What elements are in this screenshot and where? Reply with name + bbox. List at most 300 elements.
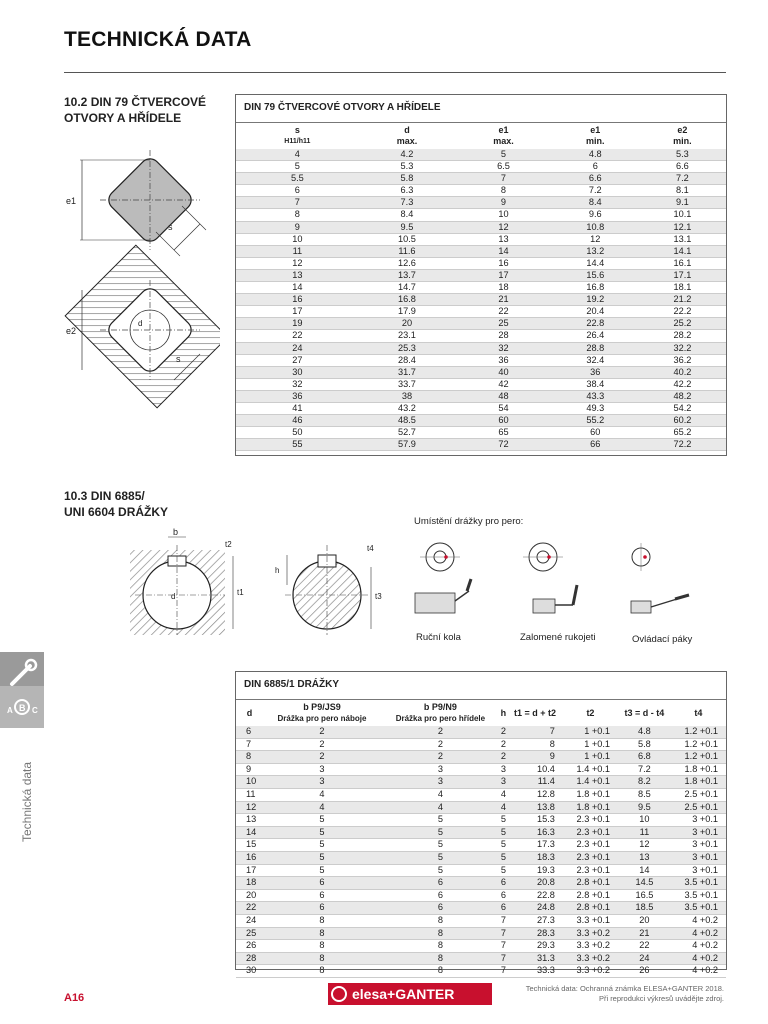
table-cell: 14	[639, 864, 650, 875]
table-cell: 25	[236, 927, 263, 940]
table-row	[236, 149, 726, 161]
table-cell: 8	[437, 914, 443, 925]
table-cell: 2.5 +0.1	[684, 788, 718, 799]
svg-text:A: A	[7, 706, 13, 715]
table-cell: 19	[236, 318, 359, 330]
table-cell: 36	[552, 366, 639, 378]
din79-table	[235, 94, 727, 456]
table-row	[236, 726, 726, 738]
table-row	[236, 342, 726, 354]
header-top: t1 = d + t2	[513, 707, 556, 718]
table-cell: 6	[437, 889, 443, 900]
table-row	[236, 209, 726, 221]
table-cell: 24.8	[507, 902, 563, 915]
table-cell: 25	[455, 318, 552, 330]
table-cell: 48.5	[359, 415, 456, 427]
table-cell: 1.8 +0.1	[576, 788, 610, 799]
t2-label: t2	[225, 540, 232, 549]
table-cell: 38	[359, 390, 456, 402]
table-cell: 4	[263, 801, 381, 814]
svg-text:elesa+GANTER: elesa+GANTER	[352, 986, 455, 1002]
table-cell: 3	[500, 763, 506, 774]
table-cell: 10.4	[537, 763, 555, 774]
table-cell: 24	[618, 952, 671, 965]
table-cell: 2.3 +0.1	[576, 864, 610, 875]
table-cell: 65	[498, 427, 509, 438]
table-cell: 10.5	[398, 233, 416, 244]
table-cell: 9.5	[359, 221, 456, 233]
table-cell: 9.1	[639, 197, 726, 209]
table-cell: 7	[500, 965, 506, 976]
table-cell: 17	[246, 864, 257, 875]
table-cell: 12	[590, 233, 601, 244]
table-cell: 22	[498, 306, 509, 317]
table-cell: 18.3	[507, 851, 563, 864]
table-row	[236, 282, 726, 294]
table-row	[236, 788, 726, 801]
table-cell: 2.3 +0.1	[576, 839, 610, 850]
table-cell: 15.3	[537, 814, 555, 825]
table-cell: 6	[500, 902, 507, 915]
column-header	[236, 700, 263, 726]
s-label: s	[176, 354, 181, 364]
table-cell: 32.4	[586, 354, 605, 365]
table-cell: 3.3 +0.2	[563, 927, 618, 940]
table-cell: 46	[236, 415, 359, 427]
side-tab-technical[interactable]	[0, 686, 44, 728]
header-top: s	[294, 125, 300, 135]
table-cell: 17.1	[639, 269, 726, 281]
table-title: DIN 79 ČTVERCOVÉ OTVORY A HŘÍDELE	[244, 102, 441, 113]
table-cell: 6	[500, 877, 507, 890]
table-cell: 12	[455, 221, 552, 233]
caption-handwheels: Ruční kola	[416, 632, 461, 643]
table-cell: 42.2	[673, 378, 692, 389]
table-cell: 13.7	[359, 269, 456, 281]
table-row	[236, 839, 726, 852]
table-cell: 7	[500, 940, 506, 951]
heading-line: 10.2 DIN 79 ČTVERCOVÉ	[64, 95, 207, 109]
column-header	[455, 123, 552, 149]
column-header	[263, 700, 381, 726]
table-cell: 4	[319, 788, 325, 799]
header-bottom: max.	[396, 136, 418, 146]
table-row	[236, 864, 726, 877]
table-cell: 22.8	[537, 889, 555, 900]
square-shaft-diagram	[60, 150, 220, 420]
t4-label: t4	[367, 544, 374, 553]
table-cell: 16.3	[507, 826, 563, 839]
e2-label: e2	[66, 326, 77, 336]
table-header-row	[236, 700, 726, 726]
table-cell: 20	[246, 889, 257, 900]
table-cell: 43.2	[398, 402, 416, 413]
table-cell: 22.2	[673, 306, 692, 317]
header-top: h	[500, 707, 507, 718]
table-cell: 4 +0.2	[692, 940, 718, 951]
table-cell: 2.8 +0.1	[576, 889, 610, 900]
table-cell: 28.8	[552, 342, 639, 354]
table-cell: 6.5	[497, 161, 510, 172]
header-top: d	[246, 707, 253, 718]
table-cell: 26	[639, 965, 650, 976]
control-lever-icon	[631, 543, 689, 613]
table-cell: 14.1	[639, 245, 726, 257]
table-cell: 21.2	[639, 294, 726, 306]
table-row	[236, 269, 726, 281]
table-cell: 8	[319, 914, 325, 925]
table-cell: 13	[618, 851, 671, 864]
table-cell: 36	[236, 390, 359, 402]
table-cell: 2	[263, 726, 381, 738]
table-cell: 4	[437, 788, 443, 799]
table-cell: 12	[639, 839, 650, 850]
table-cell: 5	[437, 814, 443, 825]
table-cell: 3.3 +0.2	[576, 965, 610, 976]
table-cell: 6	[263, 877, 381, 890]
table-cell: 1.8 +0.1	[684, 763, 718, 774]
table-row	[236, 940, 726, 953]
table-cell: 8	[549, 738, 555, 749]
din6885-table	[235, 671, 727, 976]
table-cell: 3	[437, 763, 443, 774]
square-hole-shape	[65, 245, 220, 408]
table-cell: 7	[500, 914, 506, 925]
table-cell: 7	[507, 726, 563, 738]
table-cell: 60	[590, 427, 601, 438]
table-cell: 13.8	[507, 801, 563, 814]
table-cell: 16.5	[635, 889, 654, 900]
table-cell: 13.2	[552, 245, 639, 257]
table-cell: 14.5	[618, 877, 671, 890]
table-cell: 12.8	[537, 788, 555, 799]
table-cell: 13	[236, 269, 359, 281]
table-cell: 13.1	[673, 233, 692, 244]
table-cell: 16	[498, 257, 509, 268]
table-cell: 5	[319, 839, 325, 850]
table-cell: 49.3	[586, 402, 605, 413]
table-cell: 38.4	[586, 378, 605, 389]
square-shaft-shape	[66, 150, 206, 256]
table-row	[236, 902, 726, 915]
table-cell: 17	[292, 306, 303, 317]
table-cell: 36.2	[673, 354, 692, 365]
table-cell: 1.2 +0.1	[671, 726, 726, 738]
table-cell: 5.8	[638, 738, 651, 749]
table-cell: 8.4	[400, 209, 414, 220]
table-cell: 4 +0.2	[671, 927, 726, 940]
table-cell: 6	[500, 889, 506, 900]
table-cell: 6	[236, 726, 263, 738]
table-cell: 9	[507, 751, 563, 764]
table-title: DIN 6885/1 DRÁŽKY	[244, 679, 340, 690]
table-row	[236, 415, 726, 427]
table-cell: 18.5	[618, 902, 671, 915]
table-row	[236, 914, 726, 927]
table-cell: 60	[455, 415, 552, 427]
column-header	[500, 700, 507, 726]
table-cell: 17.3	[537, 839, 555, 850]
table-row	[236, 826, 726, 839]
header-top: t3 = d - t4	[624, 707, 665, 718]
page-number: A16	[64, 992, 85, 1004]
table-row	[236, 965, 726, 978]
table-cell: 3	[263, 776, 381, 789]
table-cell: 2.3 +0.1	[563, 826, 618, 839]
table-cell: 17	[455, 269, 552, 281]
table-cell: 6	[294, 185, 300, 196]
heading-line: OTVORY A HŘÍDELE	[64, 111, 182, 125]
table-cell: 54	[498, 402, 509, 413]
table-cell: 55.2	[552, 415, 639, 427]
table-cell: 8.5	[638, 788, 651, 799]
table-row	[236, 751, 726, 764]
table-cell: 1.8 +0.1	[671, 776, 726, 789]
d-label: d	[171, 592, 176, 601]
caption-cranked-handles: Zalomené rukojeti	[520, 632, 596, 643]
table-cell: 3.5 +0.1	[671, 902, 726, 915]
column-header	[639, 123, 726, 149]
table-cell: 32.2	[639, 342, 726, 354]
table-row	[236, 851, 726, 864]
table-cell: 9	[246, 763, 252, 774]
table-cell: 7.2	[639, 173, 726, 185]
table-cell: 3	[500, 776, 507, 789]
table-cell: 24	[236, 342, 359, 354]
table-cell: 4	[236, 149, 359, 161]
table-cell: 5	[263, 851, 381, 864]
table-cell: 16.1	[673, 257, 692, 268]
table-cell: 5.5	[236, 173, 359, 185]
table-cell: 18	[498, 282, 509, 293]
svg-text:B: B	[19, 703, 26, 713]
table-row	[236, 197, 726, 209]
caption-control-levers: Ovládací páky	[632, 634, 693, 645]
table-cell: 11	[618, 826, 671, 839]
header-bottom: Drážka pro pero hřídele	[395, 714, 486, 723]
table-cell: 11.6	[359, 245, 456, 257]
table-cell: 12	[292, 257, 303, 268]
table-cell: 9	[455, 197, 552, 209]
table-cell: 3	[381, 776, 500, 789]
table-cell: 65.2	[673, 427, 692, 438]
table-cell: 48	[455, 390, 552, 402]
placement-title: Umístění drážky pro pero:	[414, 516, 524, 527]
header-top: e1	[590, 125, 601, 135]
table-cell: 72.2	[639, 439, 726, 451]
d-label: d	[138, 319, 143, 328]
table-cell: 5	[437, 839, 443, 850]
table-row	[236, 439, 726, 451]
table-cell: 1.2 +0.1	[684, 738, 718, 749]
section-heading-din6885	[64, 488, 168, 520]
table-cell: 7.3	[359, 197, 456, 209]
table-cell: 6	[319, 889, 325, 900]
din6885-data-table	[236, 700, 726, 978]
table-cell: 6.6	[552, 173, 639, 185]
table-cell: 5.8	[359, 173, 456, 185]
t1-label: t1	[237, 588, 244, 597]
table-row	[236, 161, 726, 173]
table-cell: 10	[639, 814, 650, 825]
s-label: s	[168, 222, 173, 232]
table-row	[236, 738, 726, 751]
table-cell: 14	[236, 826, 263, 839]
table-cell: 8.2	[618, 776, 671, 789]
table-cell: 3.3 +0.2	[576, 940, 610, 951]
table-cell: 13	[498, 233, 509, 244]
table-cell: 10.8	[552, 221, 639, 233]
svg-text:C: C	[32, 706, 38, 715]
table-row	[236, 889, 726, 902]
table-cell: 5	[263, 826, 381, 839]
abc-icon	[0, 686, 44, 728]
table-cell: 2.3 +0.1	[576, 814, 610, 825]
table-cell: 8	[437, 940, 443, 951]
table-row	[236, 330, 726, 342]
table-cell: 36	[498, 354, 509, 365]
table-cell: 3 +0.1	[671, 851, 726, 864]
table-cell: 2	[381, 726, 500, 738]
table-cell: 10	[292, 233, 303, 244]
table-cell: 33.7	[398, 378, 416, 389]
table-cell: 21	[455, 294, 552, 306]
table-cell: 19.2	[552, 294, 639, 306]
table-cell: 3 +0.1	[692, 864, 718, 875]
table-cell: 6.3	[400, 185, 414, 196]
e1-label: e1	[66, 196, 77, 206]
table-cell: 28.3	[507, 927, 563, 940]
table-row	[236, 952, 726, 965]
table-cell: 10	[498, 209, 509, 220]
table-cell: 48.2	[639, 390, 726, 402]
table-cell: 3	[319, 763, 325, 774]
table-cell: 3 +0.1	[692, 814, 718, 825]
table-row	[236, 776, 726, 789]
table-cell: 8	[381, 927, 500, 940]
table-cell: 6	[263, 902, 381, 915]
table-cell: 22.8	[552, 318, 639, 330]
table-cell: 2.5 +0.1	[671, 801, 726, 814]
table-cell: 29.3	[537, 940, 555, 951]
heading-line: 10.3 DIN 6885/	[64, 489, 145, 503]
table-cell: 6	[381, 877, 500, 890]
table-cell: 28.4	[398, 354, 416, 365]
table-cell: 27.3	[537, 914, 555, 925]
table-cell: 4.2	[359, 149, 456, 161]
table-row	[236, 366, 726, 378]
table-cell: 60.2	[639, 415, 726, 427]
header-top: d	[404, 125, 410, 135]
table-cell: 8.1	[676, 185, 689, 196]
table-cell: 8	[319, 940, 325, 951]
footer-line: Při reprodukci výkresů uvádějte zdroj.	[598, 994, 724, 1003]
table-cell: 1 +0.1	[563, 751, 618, 764]
table-cell: 5	[319, 814, 325, 825]
header-bottom: Drážka pro pero náboje	[277, 714, 367, 723]
table-row	[236, 402, 726, 414]
table-cell: 5	[294, 161, 300, 172]
table-cell: 54.2	[673, 402, 692, 413]
table-row	[236, 354, 726, 366]
table-cell: 52.7	[398, 427, 416, 438]
table-cell: 20	[359, 318, 456, 330]
table-cell: 8	[236, 751, 263, 764]
table-cell: 12.1	[639, 221, 726, 233]
table-cell: 18	[236, 877, 263, 890]
table-cell: 20.4	[586, 306, 605, 317]
table-cell: 5	[500, 814, 506, 825]
table-cell: 4.8	[552, 149, 639, 161]
header-bottom: min.	[586, 136, 605, 146]
table-cell: 11.4	[507, 776, 563, 789]
header-top: b P9/N9	[423, 702, 457, 712]
table-cell: 22	[236, 902, 263, 915]
table-row	[236, 927, 726, 940]
table-cell: 17.9	[398, 306, 416, 317]
cranked-handle-icon	[523, 543, 577, 613]
table-row	[236, 185, 726, 197]
table-cell: 43.3	[552, 390, 639, 402]
table-cell: 7.2	[588, 185, 602, 196]
table-cell: 8	[500, 185, 507, 196]
table-cell: 12.6	[398, 257, 416, 268]
table-cell: 4	[500, 801, 507, 814]
table-cell: 19.3	[537, 864, 555, 875]
footer-line: Technická data: Ochranná známka ELESA+GANTER 2018.	[525, 984, 724, 993]
table-cell: 10	[236, 776, 263, 789]
table-cell: 2	[319, 738, 325, 749]
table-cell: 32	[292, 378, 303, 389]
table-cell: 28.2	[673, 330, 692, 341]
table-cell: 28	[498, 330, 509, 341]
table-cell: 8	[294, 209, 300, 220]
table-cell: 5	[455, 149, 552, 161]
column-header	[618, 700, 671, 726]
table-cell: 7	[246, 738, 252, 749]
column-header	[552, 123, 639, 149]
table-cell: 10.1	[673, 209, 692, 220]
table-cell: 11	[236, 245, 359, 257]
table-cell: 6.6	[676, 161, 689, 172]
table-cell: 1 +0.1	[584, 738, 610, 749]
table-row	[236, 245, 726, 257]
header-top: e2	[677, 125, 688, 135]
table-row	[236, 221, 726, 233]
table-cell: 33.3	[537, 965, 555, 976]
table-cell: 6.8	[618, 751, 671, 764]
table-cell: 8	[263, 952, 381, 965]
title-divider	[64, 72, 726, 73]
table-row	[236, 294, 726, 306]
column-header	[359, 123, 456, 149]
table-cell: 40	[455, 366, 552, 378]
table-cell: 25.2	[639, 318, 726, 330]
table-cell: 5.3	[400, 161, 414, 172]
table-cell: 2.8 +0.1	[563, 902, 618, 915]
table-cell: 13	[246, 814, 257, 825]
table-cell: 9	[236, 221, 359, 233]
b-label: b	[173, 527, 179, 537]
table-cell: 5	[381, 826, 500, 839]
din79-data-table	[236, 123, 726, 451]
table-row	[236, 814, 726, 827]
placement-diagrams	[405, 535, 705, 635]
table-cell: 2.3 +0.1	[563, 851, 618, 864]
table-row	[236, 318, 726, 330]
table-cell: 3.3 +0.2	[563, 952, 618, 965]
page-title: TECHNICKÁ DATA	[64, 28, 252, 51]
